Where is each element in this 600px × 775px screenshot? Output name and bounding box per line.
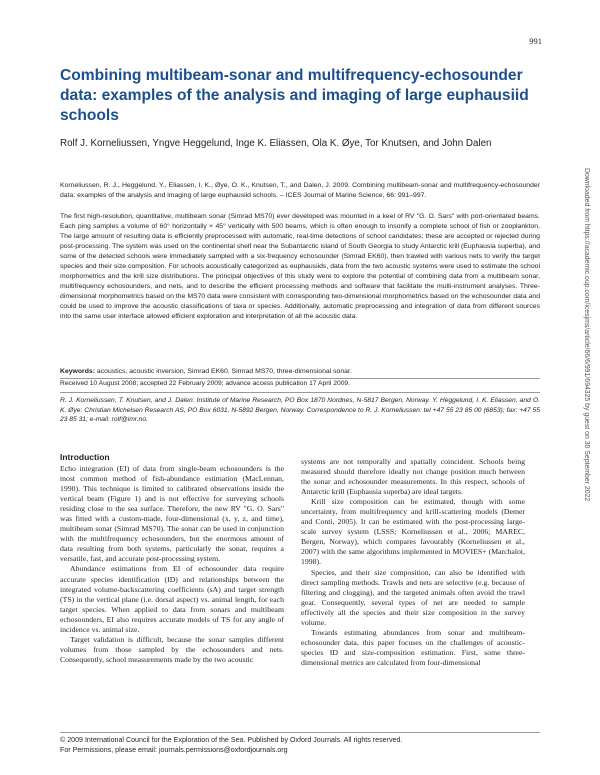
download-watermark-text: Downloaded from https://academic.oup.com/icesjms/article/66/6/991/694325 by guest on 30 September 2022: [583, 168, 590, 502]
permissions: For Permissions, please email: journals.permissions@oxfordjournals.org: [60, 745, 288, 754]
paragraph: Target validation is difficult, because the sonar samples different volumes from those sampled by the echosounders and nets. Consequently, school measurements made by the two acoustic: [60, 634, 284, 664]
footer-divider: [60, 732, 540, 733]
paragraph: Abundance estimations from EI of echosounder data require accurate species identification (ID) and relationships between the integrated volume-backscattering coefficients (sA) and target strength (TS) in the vertical plane (i.e. dorsal aspect) vs. animal length, for each target species. When applied to data from sonars and multibeam echosounders, EI also requires accurate models of TS for any angle of incidence vs. animal size.: [60, 564, 284, 634]
footer: [60, 736, 540, 755]
divider: [60, 378, 540, 379]
paragraph: Echo integration (EI) of data from single-beam echosounders is the most common method of fish-abundance estimation (MacLennan, 1990). This technique is limited to calibrated observations inside the vertical beam (Figure 1) and is not effective for surveying schools residing close to the sea surface. Therefore, the new RV "G. O. Sars" was fitted with a custom-made, four-dimensional (x, y, z, and time), multibeam sonar (Simrad MS70). The sonar can be used in conjunction with the multifrequency echosounders, but the enormous amount of data resulting from both systems, particularly the sonar, requires a versatile, fast, and accurate post-processing system.: [60, 464, 284, 564]
copyright: © 2009 International Council for the Exploration of the Sea. Published by Oxford Journals. All rights reserved.: [60, 736, 403, 744]
article-title: Combining multibeam-sonar and multifrequency-echosounder data: examples of the analysis and imaging of large euphausiid schools: [60, 67, 529, 124]
affiliation: R. J. Korneliussen, T. Knutsen, and J. Dalen: Institute of Marine Research, PO Box 1870 Nordnes, N-5817 Bergen, Norway. Y. Heggelund, I. K. Eliassen, and O. K. Øye: Christian Michelsen Research AS, PO Box 6031, N-5892 Bergen, Norway. Correspondence to R. J. Korneliussen: tel +47 55 23 85 00 (6853); fax: +47 55 23 85 31; e-mail: rolf@imr.no.: [60, 397, 540, 423]
left-column: [60, 452, 284, 665]
keywords-text: acoustics, acoustic inversion, Simrad EK60, Simrad MS70, three-dimensional sonar.: [96, 368, 352, 375]
paragraph: Towards estimating abundances from sonar and multibeam-echosounder data, this paper focuses on the challenges of acoustic-species ID and size-composition estimation. First, some three-dimensional metrics are calculated from four-dimensional: [301, 627, 525, 667]
right-column: [301, 457, 525, 668]
keywords: [60, 367, 540, 377]
divider: [60, 392, 540, 393]
abstract: The first high-resolution, quantitative, multibeam sonar (Simrad MS70) ever developed was mounted in a keel of RV "G. O. Sars" with port-orientated beams. Each ping samples a volume of 60° horizontally × 45° vertically with 500 beams, which is often enough to insonify a complete school of fish or zooplankton. The large amount of resulting data is efficiently preprocessed with automatic, real-time detections of school candidates; these are accepted or rejected during post-processing. The system was used on the continental shelf near the Subantarctic island of South Georgia to study Antarctic krill (Euphausia superba), and some of the detected schools were immediately sampled with a six-frequency echosounder (Simrad EK60), then trawled with various nets to verify the target species and their size composition. For schools acoustically categorized as euphausiids, data from the two acoustic systems were used to estimate the school morphometrics and the krill size distributions. The principal objectives of this study were to explore the potential of combining data from a multibeam sonar, multifrequency echosounders, and nets, and to describe the efficient processing methods and software that facilitate the multi-instrument analyses. Three-dimensional morphometrics based on the MS70 data were consistent with corresponding two-dimensional morphometrics based on the echosounder data and could be used to improve the acoustic classifications of taxa or species. Additionally, automatic preprocessing and integration of data from different sources into the same user interface allowed efficient exploration and interpretation of all the acoustic data.: [60, 213, 540, 320]
keywords-label: Keywords:: [60, 368, 95, 375]
citation: Korneliussen, R. J., Heggelund, Y., Eliassen, I. K., Øye, O. K., Knutsen, T., and Dalen, J. 2009. Combining multibeam-sonar and multifrequency-echosounder data: examples of the analysis and imaging of large euphausiid schools. – ICES Journal of Marine Science, 66: 991–997.: [60, 182, 540, 199]
paragraph: Krill size composition can be estimated, though with some uncertainty, from multifrequency and krill-scattering models (Demer and Conti, 2005). It can be estimated with the post-processing large-scale survey system (LSSS; Korneliussen et al., 2006; MAREC, Bergen, Norway), which compares favourably (Korneliussen et al., 2007) with the same algorithms implemented in MOVIES+ (Marchalot, 1998).: [301, 497, 525, 567]
author-list: Rolf J. Korneliussen, Yngve Heggelund, Inge K. Eliassen, Ola K. Øye, Tor Knutsen, and John Dalen: [60, 138, 492, 149]
download-watermark: [582, 168, 590, 588]
paragraph: systems are not temporally and spatially coincident. Schools being measured should therefore ideally not change position much between the sonar and echosounder measurements. In this respect, schools of Antarctic krill (Euphausia superba) are ideal targets.: [301, 457, 525, 497]
section-heading-introduction: Introduction: [60, 452, 110, 462]
paragraph: Species, and their size composition, can also be identified with direct sampling methods. Trawls and nets are selective (e.g. because of filtering and clogging), and the targeted animals often avoid the trawl gear. Consequently, several types of net are needed to sample effectively all the species and their size composition in the survey volume.: [301, 567, 525, 627]
received-dates: Received 10 August 2008; accepted 22 February 2009; advance access publication 17 April 2009.: [60, 380, 350, 387]
page-number: 991: [529, 36, 542, 46]
